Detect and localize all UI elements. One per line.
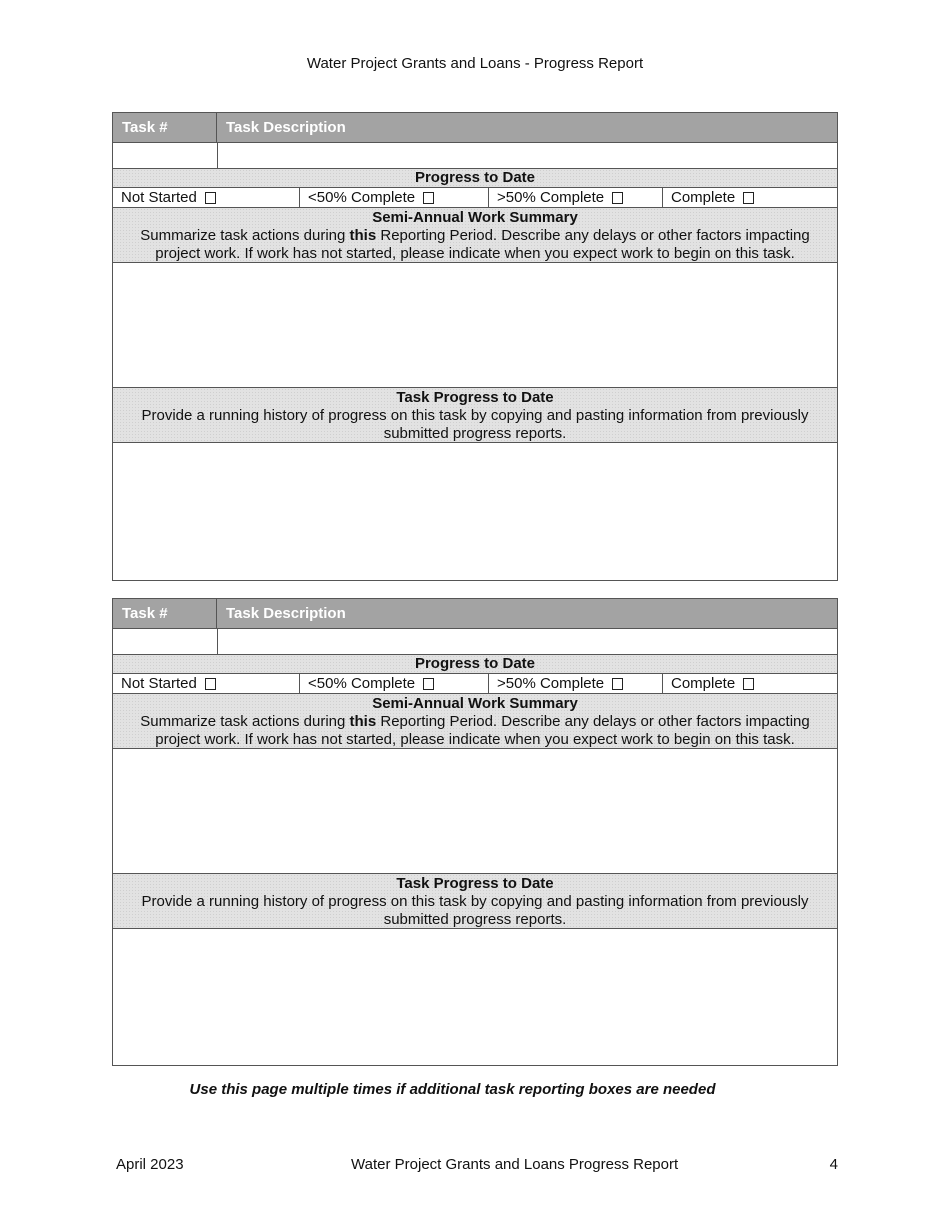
- status-complete-label: Complete: [671, 189, 736, 206]
- task-header-row: [113, 113, 837, 143]
- task-block-1: [112, 112, 838, 581]
- task-progress-field[interactable]: [113, 443, 837, 577]
- footer-page-number: 4: [829, 1156, 838, 1173]
- task-number-label: Task #: [113, 599, 217, 628]
- progress-to-date-title: Progress to Date: [414, 169, 536, 186]
- summary-text-bold: this: [349, 713, 377, 730]
- task-input-row: [113, 143, 837, 169]
- work-summary-field[interactable]: [113, 263, 837, 388]
- status-not-started: [113, 674, 300, 693]
- summary-text-bold: this: [349, 227, 377, 244]
- footer-date: April 2023: [116, 1156, 184, 1173]
- status-over-50-label: >50% Complete: [497, 675, 605, 692]
- work-summary-instructions: [113, 713, 837, 749]
- under-50-checkbox[interactable]: [423, 192, 434, 204]
- task-progress-title: Task Progress to Date: [396, 389, 554, 406]
- task-number-label: Task #: [113, 113, 217, 142]
- task-block-2: [112, 598, 838, 1066]
- footer-title: Water Project Grants and Loans Progress Report: [351, 1156, 679, 1173]
- status-under-50-label: <50% Complete: [308, 189, 416, 206]
- page-footer: [116, 1156, 838, 1173]
- status-over-50: [489, 674, 663, 693]
- status-row: [113, 188, 837, 208]
- multiple-use-note: Use this page multiple times if additional task reporting boxes are needed: [189, 1081, 716, 1098]
- complete-checkbox[interactable]: [743, 678, 754, 690]
- status-not-started-label: Not Started: [121, 675, 197, 692]
- work-summary-header: [113, 208, 837, 263]
- summary-text-pre: Summarize task actions during: [140, 713, 350, 730]
- task-description-field[interactable]: [218, 143, 837, 168]
- status-under-50: [300, 674, 489, 693]
- status-complete: [663, 674, 837, 693]
- status-row: [113, 674, 837, 694]
- over-50-checkbox[interactable]: [612, 678, 623, 690]
- task-input-row: [113, 629, 837, 655]
- task-description-field[interactable]: [218, 629, 837, 654]
- work-summary-title: Semi-Annual Work Summary: [372, 209, 578, 226]
- over-50-checkbox[interactable]: [612, 192, 623, 204]
- status-under-50-label: <50% Complete: [308, 675, 416, 692]
- summary-text-post: Reporting Period. Describe any delays or other factors impacting project work. If work has not started, please indicate when you expect work to begin on this task.: [155, 713, 810, 748]
- task-progress-field[interactable]: [113, 929, 837, 1063]
- task-progress-header: [113, 388, 837, 443]
- progress-to-date-row: [113, 655, 837, 674]
- progress-to-date-row: [113, 169, 837, 188]
- task-progress-instructions: Provide a running history of progress on this task by copying and pasting information from previously submitted progress reports.: [141, 893, 809, 928]
- task-header-row: [113, 599, 837, 629]
- task-number-field[interactable]: [113, 143, 218, 168]
- progress-to-date-title: Progress to Date: [414, 655, 536, 672]
- task-progress-header: [113, 874, 837, 929]
- page-header-title: Water Project Grants and Loans - Progress Report: [306, 55, 644, 72]
- task-description-label: Task Description: [226, 605, 346, 622]
- task-progress-title: Task Progress to Date: [396, 875, 554, 892]
- status-complete: [663, 188, 837, 207]
- task-number-field[interactable]: [113, 629, 218, 654]
- work-summary-header: [113, 694, 837, 749]
- under-50-checkbox[interactable]: [423, 678, 434, 690]
- work-summary-field[interactable]: [113, 749, 837, 874]
- status-not-started-label: Not Started: [121, 189, 197, 206]
- task-progress-instructions: Provide a running history of progress on this task by copying and pasting information from previously submitted progress reports.: [141, 407, 809, 442]
- summary-text-pre: Summarize task actions during: [140, 227, 350, 244]
- complete-checkbox[interactable]: [743, 192, 754, 204]
- not-started-checkbox[interactable]: [205, 192, 216, 204]
- work-summary-instructions: [113, 227, 837, 263]
- task-description-label: Task Description: [226, 119, 346, 136]
- work-summary-title: Semi-Annual Work Summary: [372, 695, 578, 712]
- status-over-50: [489, 188, 663, 207]
- not-started-checkbox[interactable]: [205, 678, 216, 690]
- status-under-50: [300, 188, 489, 207]
- status-not-started: [113, 188, 300, 207]
- status-complete-label: Complete: [671, 675, 736, 692]
- status-over-50-label: >50% Complete: [497, 189, 605, 206]
- summary-text-post: Reporting Period. Describe any delays or other factors impacting project work. If work has not started, please indicate when you expect work to begin on this task.: [155, 227, 810, 262]
